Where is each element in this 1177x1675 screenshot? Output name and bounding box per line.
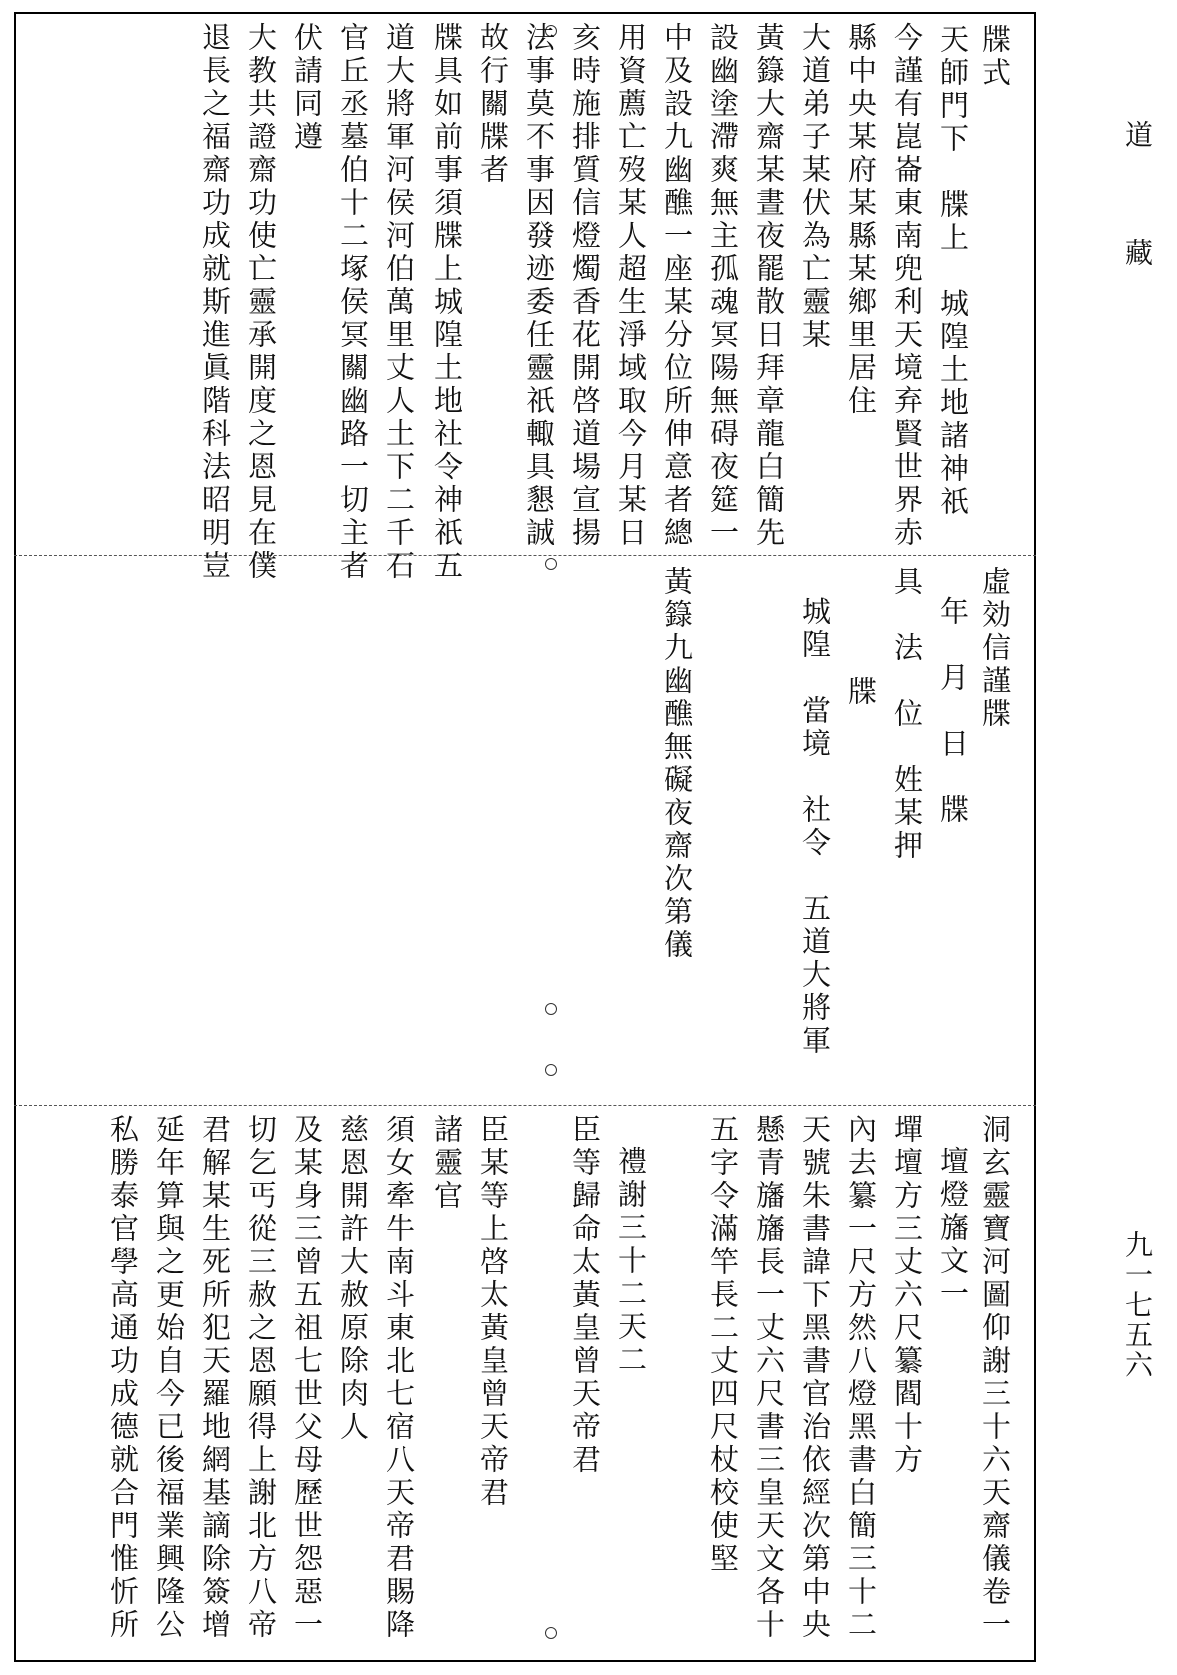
text-column: 天師門下 牒上 城隍土地諸神祇	[936, 24, 970, 519]
text-column: 懸青旛旛長一丈六尺書三皇天文各十	[752, 1114, 786, 1642]
text-column: 設幽塗滯爽無主孤魂冥陽無碍夜筵一	[706, 22, 740, 550]
text-column: 道大將軍河侯河伯萬里丈人土下二千石	[382, 22, 416, 583]
text-column: 壇燈旛文一	[936, 1146, 970, 1311]
text-column: 黃籙九幽醮無礙夜齋次第儀	[660, 566, 694, 962]
text-column: 黃籙大齋某晝夜罷散日拜章龍白簡先	[752, 22, 786, 550]
panel-bottom	[16, 1106, 1034, 1660]
text-column: 官丘丞墓伯十二塚侯冥關幽路一切主者	[336, 22, 370, 583]
text-column: 須女牽牛南斗東北七宿八天帝君賜降	[382, 1114, 416, 1642]
text-column: 諸靈官	[430, 1114, 464, 1213]
text-column: 用資薦亡歿某人超生淨域取今月某日	[614, 22, 648, 550]
text-column: 洞玄靈寶河圖仰謝三十六天齋儀卷一	[978, 1114, 1012, 1642]
text-column: 墠壇方三丈六尺纂閻十方	[890, 1114, 924, 1477]
text-column: 中及設九幽醮一座某分位所伸意者總	[660, 22, 694, 550]
panel-middle	[16, 556, 1034, 1104]
text-column: 縣中央某府某縣某鄉里居住	[844, 22, 878, 418]
text-column: 私勝泰官學高通功成德就合門惟忻所	[106, 1114, 140, 1642]
text-column: 慈恩開許大赦原除肉人	[336, 1114, 370, 1444]
text-column: 五字令滿竿長二丈四尺杖校使堅	[706, 1114, 740, 1576]
text-column: 大教共證齋功使亡靈承開度之恩見在僕	[244, 22, 278, 583]
text-column: 虛効信謹牒	[978, 566, 1012, 731]
text-column: 退長之福齋功成就斯進眞階科法昭明豈	[198, 22, 232, 583]
text-column: 故行關牒者	[476, 22, 510, 187]
text-column: 城隍 當境 社令 五道大將軍	[798, 596, 832, 1058]
panel-top	[16, 14, 1034, 583]
text-column: 牒具如前事須牒上城隍土地社令神祇五	[430, 22, 464, 583]
text-column: 年 月 日 牒	[936, 596, 970, 827]
text-column: 內去纂一尺方然八燈黑書白簡三十二	[844, 1114, 878, 1642]
text-column: 牒式	[978, 24, 1012, 90]
page-number: 九一七五六	[1121, 1230, 1154, 1380]
text-column: 延年算與之更始自今已後福業興隆公	[152, 1114, 186, 1642]
text-column: 牒	[844, 676, 878, 709]
text-column: 禮謝三十二天二	[614, 1146, 648, 1377]
text-column: 天號朱書諱下黑書官治依經次第中央	[798, 1114, 832, 1642]
text-column: 及某身三曾五祖七世父母歷世怨惡一	[290, 1114, 324, 1642]
text-column: 伏請同遵	[290, 22, 324, 154]
text-column: 亥時施排質信燈燭香花開啓道場宣揚	[568, 22, 602, 550]
collection-title: 道藏	[1121, 120, 1154, 356]
text-column: 切乞丐從三赦之恩願得上謝北方八帝	[244, 1114, 278, 1642]
text-column: 君解某生死所犯天羅地網基謫除簽增	[198, 1114, 232, 1642]
text-column: 法事莫不事因發迹委任靈祇輙具懇誠	[522, 22, 556, 550]
text-column: 臣等歸命太黃皇曾天帝君	[568, 1114, 602, 1477]
text-column: 具 法 位 姓某押	[890, 566, 924, 863]
text-column: 臣某等上啓太黃皇曾天帝君	[476, 1114, 510, 1510]
text-column: 今謹有崑崙東南兜利天境弃賢世界赤	[890, 22, 924, 550]
text-column: 大道弟子某伏為亡靈某	[798, 22, 832, 352]
